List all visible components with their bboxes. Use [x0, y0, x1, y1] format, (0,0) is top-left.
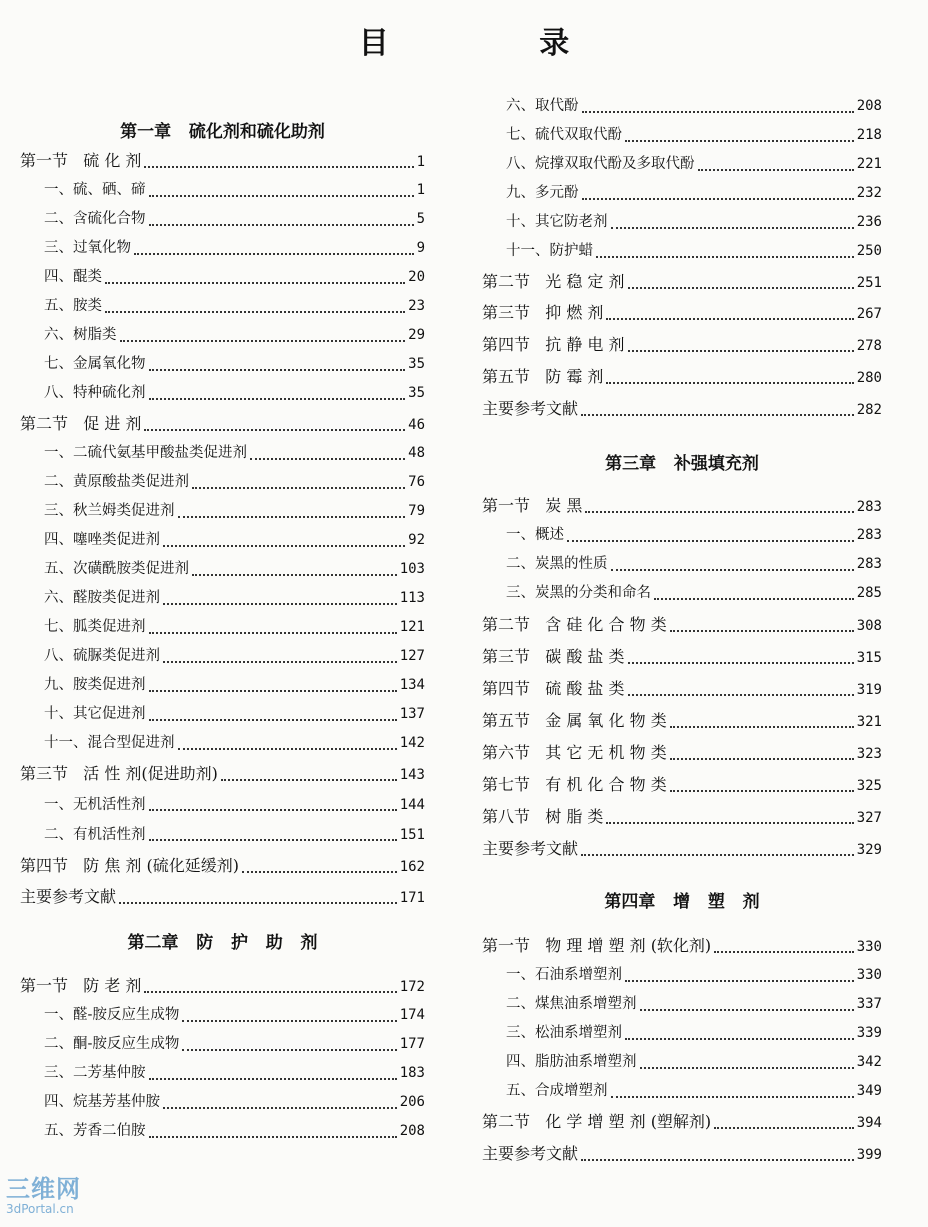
dot-leader [611, 554, 854, 571]
dot-leader [581, 838, 854, 856]
entry-title: 七、硫代双取代酚 [506, 127, 622, 143]
dot-leader [670, 614, 854, 632]
dot-leader [625, 125, 854, 142]
entry-title: 八、硫脲类促进剂 [44, 648, 160, 664]
dot-leader [149, 1121, 397, 1138]
entry-title: 三、炭黑的分类和命名 [506, 585, 651, 601]
entry-title: 八、烷撑双取代酚及多取代酚 [506, 156, 695, 172]
toc-item [20, 468, 425, 497]
toc-item [482, 208, 882, 237]
toc-item [482, 990, 882, 1019]
page-number: 208 [856, 98, 882, 114]
page-number: 315 [856, 650, 882, 666]
entry-title: 第四节 抗 静 电 剂 [482, 335, 625, 354]
entry-title: 六、醛胺类促进剂 [44, 590, 160, 606]
dot-leader [606, 366, 853, 384]
dot-leader [163, 588, 397, 605]
dot-leader [192, 472, 405, 489]
page-number: 46 [408, 417, 425, 433]
toc-item [20, 263, 425, 292]
page-number: 218 [856, 127, 882, 143]
entry-title: 一、无机活性剂 [44, 797, 146, 813]
dot-leader [582, 96, 854, 113]
dot-leader [714, 1111, 854, 1129]
entry-title: 二、酮-胺反应生成物 [44, 1036, 180, 1052]
toc-section [482, 393, 882, 425]
toc-section [482, 361, 882, 393]
chapter-heading: 第一章 硫化剂和硫化助剂 [120, 122, 325, 142]
page-number: 330 [856, 967, 882, 983]
toc-section [482, 297, 882, 329]
page-number: 321 [856, 714, 882, 730]
dot-leader [250, 443, 405, 460]
dot-leader [640, 1052, 854, 1069]
page-number: 9 [416, 240, 425, 256]
page-number: 1 [416, 182, 425, 198]
page-number: 394 [856, 1115, 882, 1131]
entry-title: 九、胺类促进剂 [44, 677, 146, 693]
toc-section [482, 705, 882, 737]
entry-title: 十一、混合型促进剂 [44, 735, 175, 751]
page-number: 134 [399, 677, 425, 693]
chapter-heading: 第三章 补强填充剂 [605, 454, 759, 474]
page-number: 399 [856, 1147, 882, 1163]
entry-title: 一、硫、硒、碲 [44, 182, 146, 198]
page-number: 92 [408, 532, 425, 548]
entry-title: 二、含硫化合物 [44, 211, 146, 227]
dot-leader [163, 530, 405, 547]
toc-section [20, 850, 425, 881]
page-number: 232 [856, 185, 882, 201]
page-number: 319 [856, 682, 882, 698]
dot-leader [149, 180, 414, 197]
page-number: 127 [399, 648, 425, 664]
toc-section [20, 970, 425, 1001]
page-number: 143 [399, 767, 425, 783]
page-number: 48 [408, 445, 425, 461]
toc-item [20, 790, 425, 820]
toc-section [482, 1138, 882, 1170]
page-number: 103 [399, 561, 425, 577]
entry-title: 三、松油系增塑剂 [506, 1025, 622, 1041]
entry-title: 四、烷基芳基仲胺 [44, 1094, 160, 1110]
toc-section [482, 608, 882, 641]
chapter-heading: 第二章 防 护 助 剂 [127, 933, 318, 953]
dot-leader [149, 617, 397, 634]
dot-leader [149, 675, 397, 692]
page-number: 23 [408, 298, 425, 314]
entry-title: 第五节 防 霉 剂 [482, 367, 604, 386]
toc-section [482, 673, 882, 705]
toc-item [482, 521, 882, 550]
entry-title: 五、胺类 [44, 298, 102, 314]
entry-title: 二、炭黑的性质 [506, 556, 608, 572]
entry-title: 九、多元酚 [506, 185, 579, 201]
dot-leader [625, 965, 854, 982]
entry-title: 二、有机活性剂 [44, 827, 146, 843]
dot-leader [144, 975, 396, 993]
entry-title: 四、醌类 [44, 269, 102, 285]
page-number: 144 [399, 797, 425, 813]
dot-leader [640, 994, 854, 1011]
dot-leader [606, 302, 853, 320]
entry-title: 第六节 其 它 无 机 物 类 [482, 743, 667, 762]
dot-leader [144, 150, 413, 168]
toc-item [20, 526, 425, 555]
page-number: 325 [856, 778, 882, 794]
dot-leader [567, 525, 854, 542]
watermark-logo: 三维网 [6, 1175, 81, 1203]
dot-leader [178, 501, 406, 518]
toc-section [482, 329, 882, 361]
toc-section [482, 801, 882, 833]
page-number: 283 [856, 499, 882, 515]
page-number: 206 [399, 1094, 425, 1110]
page-number: 162 [399, 859, 425, 875]
dot-leader [163, 646, 397, 663]
entry-title: 第二节 光 稳 定 剂 [482, 272, 625, 291]
dot-leader [182, 1034, 396, 1051]
entry-title: 第一节 防 老 剂 [20, 976, 142, 995]
page-number: 35 [408, 385, 425, 401]
dot-leader [625, 1023, 854, 1040]
dot-leader [611, 212, 854, 229]
entry-title: 第四节 硫 酸 盐 类 [482, 679, 625, 698]
toc-item [20, 671, 425, 700]
dot-leader [178, 733, 397, 750]
entry-title: 一、醛-胺反应生成物 [44, 1007, 180, 1023]
dot-leader [105, 296, 405, 313]
page-number: 349 [856, 1083, 882, 1099]
entry-title: 第三节 活 性 剂(促进助剂) [20, 764, 218, 783]
page-number: 250 [856, 243, 882, 259]
page-number: 35 [408, 356, 425, 372]
entry-title: 一、石油系增塑剂 [506, 967, 622, 983]
page-number: 113 [399, 590, 425, 606]
entry-title: 一、概述 [506, 527, 564, 543]
toc-section [482, 266, 882, 297]
toc-item [20, 1088, 425, 1117]
dot-leader [581, 398, 854, 416]
toc-item [482, 579, 882, 608]
dot-leader [670, 774, 854, 792]
toc-item [20, 642, 425, 671]
dot-leader [611, 1081, 854, 1098]
page-number: 285 [856, 585, 882, 601]
entry-title: 三、过氧化物 [44, 240, 131, 256]
entry-title: 主要参考文献 [20, 887, 117, 906]
page-number: 137 [399, 706, 425, 722]
entry-title: 第三节 抑 燃 剂 [482, 303, 604, 322]
toc-section [20, 408, 425, 439]
page-number: 20 [408, 269, 425, 285]
entry-title: 第七节 有 机 化 合 物 类 [482, 775, 667, 794]
toc-section [482, 641, 882, 673]
page-number: 342 [856, 1054, 882, 1070]
dot-leader [581, 1143, 854, 1161]
toc-item [20, 700, 425, 729]
entry-title: 五、芳香二伯胺 [44, 1123, 146, 1139]
toc-item [482, 150, 882, 179]
dot-leader [192, 559, 397, 576]
dot-leader [654, 583, 854, 600]
page-number: 171 [399, 890, 425, 906]
dot-leader [714, 935, 854, 953]
page-number: 79 [408, 503, 425, 519]
entry-title: 主要参考文献 [482, 1144, 579, 1163]
toc-section [482, 769, 882, 801]
dot-leader [149, 795, 397, 812]
toc-section [20, 881, 425, 912]
entry-title: 第五节 金 属 氧 化 物 类 [482, 711, 667, 730]
entry-title: 第三节 碳 酸 盐 类 [482, 647, 625, 666]
toc-right-column [482, 92, 882, 1170]
toc-item [20, 497, 425, 526]
page-number: 142 [399, 735, 425, 751]
dot-leader [120, 325, 406, 342]
page-number: 221 [856, 156, 882, 172]
page-number: 283 [856, 527, 882, 543]
toc-item [20, 820, 425, 850]
entry-title: 十、其它防老剂 [506, 214, 608, 230]
dot-leader [606, 806, 853, 824]
dot-leader [144, 413, 405, 431]
dot-leader [163, 1092, 397, 1109]
entry-title: 八、特种硫化剂 [44, 385, 146, 401]
entry-title: 一、二硫代氨基甲酸盐类促进剂 [44, 445, 247, 461]
dot-leader [149, 209, 414, 226]
dot-leader [628, 271, 854, 289]
entry-title: 五、合成增塑剂 [506, 1083, 608, 1099]
toc-item [482, 121, 882, 150]
entry-title: 四、噻唑类促进剂 [44, 532, 160, 548]
page-number: 177 [399, 1036, 425, 1052]
page-number: 29 [408, 327, 425, 343]
page-number: 339 [856, 1025, 882, 1041]
toc-item [20, 613, 425, 642]
entry-title: 第一节 硫 化 剂 [20, 151, 142, 170]
toc-left-column [20, 112, 425, 1146]
page-number: 330 [856, 939, 882, 955]
page-number: 236 [856, 214, 882, 230]
entry-title: 三、二芳基仲胺 [44, 1065, 146, 1081]
dot-leader [105, 267, 405, 284]
page-number: 308 [856, 618, 882, 634]
dot-leader [242, 855, 397, 873]
toc-item [482, 550, 882, 579]
dot-leader [596, 241, 854, 258]
entry-title: 第八节 树 脂 类 [482, 807, 604, 826]
toc-section [482, 931, 882, 961]
entry-title: 主要参考文献 [482, 399, 579, 418]
dot-leader [149, 825, 397, 842]
toc-section [20, 146, 425, 176]
dot-leader [585, 495, 853, 513]
entry-title: 六、树脂类 [44, 327, 117, 343]
toc-item [20, 1030, 425, 1059]
page-number: 208 [399, 1123, 425, 1139]
dot-leader [670, 742, 854, 760]
entry-title: 三、秋兰姆类促进剂 [44, 503, 175, 519]
toc-section [20, 758, 425, 790]
entry-title: 第一节 炭 黑 [482, 496, 583, 515]
toc-section [482, 833, 882, 865]
entry-title: 二、黄原酸盐类促进剂 [44, 474, 189, 490]
toc-item [20, 321, 425, 350]
dot-leader [628, 678, 854, 696]
entry-title: 第二节 含 硅 化 合 物 类 [482, 615, 667, 634]
dot-leader [670, 710, 854, 728]
toc-item [20, 292, 425, 321]
toc-section [482, 1106, 882, 1138]
entry-title: 二、煤焦油系增塑剂 [506, 996, 637, 1012]
page-number: 1 [416, 154, 425, 170]
dot-leader [628, 334, 854, 352]
page-number: 278 [856, 338, 882, 354]
toc-item [482, 1048, 882, 1077]
page-number: 283 [856, 556, 882, 572]
page-number: 5 [416, 211, 425, 227]
watermark [6, 1176, 81, 1216]
toc-item [482, 1077, 882, 1106]
toc-item [20, 234, 425, 263]
dot-leader [134, 238, 414, 255]
dot-leader [149, 1063, 397, 1080]
toc-item [20, 1059, 425, 1088]
toc-item [20, 555, 425, 584]
toc-item [20, 729, 425, 758]
page-number: 121 [399, 619, 425, 635]
page-number: 323 [856, 746, 882, 762]
entry-title: 十、其它促进剂 [44, 706, 146, 722]
page-number: 267 [856, 306, 882, 322]
entry-title: 四、脂肪油系增塑剂 [506, 1054, 637, 1070]
page-number: 151 [399, 827, 425, 843]
toc-item [482, 961, 882, 990]
page-number: 329 [856, 842, 882, 858]
toc-item [20, 350, 425, 379]
dot-leader [149, 354, 406, 371]
entry-title: 十一、防护蜡 [506, 243, 593, 259]
page-number: 174 [399, 1007, 425, 1023]
dot-leader [182, 1005, 396, 1022]
dot-leader [628, 646, 854, 664]
entry-title: 六、取代酚 [506, 98, 579, 114]
page-title: 目 录 [358, 26, 640, 61]
watermark-url: 3dPortal.cn [6, 1202, 74, 1216]
page-number: 337 [856, 996, 882, 1012]
entry-title: 第二节 化 学 增 塑 剂 (塑解剂) [482, 1112, 712, 1131]
page-number: 76 [408, 474, 425, 490]
toc-item [482, 1019, 882, 1048]
toc-item [482, 237, 882, 266]
dot-leader [221, 763, 397, 781]
page-number: 172 [399, 979, 425, 995]
dot-leader [698, 154, 854, 171]
entry-title: 主要参考文献 [482, 839, 579, 858]
dot-leader [149, 704, 397, 721]
page-number: 327 [856, 810, 882, 826]
page-number: 280 [856, 370, 882, 386]
dot-leader [119, 886, 397, 904]
toc-section [482, 491, 882, 521]
entry-title: 第一节 物 理 增 塑 剂 (软化剂) [482, 936, 712, 955]
toc-section [482, 737, 882, 769]
entry-title: 五、次磺酰胺类促进剂 [44, 561, 189, 577]
toc-item [482, 179, 882, 208]
toc-item [20, 1001, 425, 1030]
chapter-heading: 第四章 增 塑 剂 [604, 892, 760, 912]
toc-item [20, 205, 425, 234]
entry-title: 第四节 防 焦 剂 (硫化延缓剂) [20, 856, 240, 875]
dot-leader [582, 183, 854, 200]
toc-item [20, 379, 425, 408]
toc-item [482, 92, 882, 121]
page-number: 183 [399, 1065, 425, 1081]
toc-item [20, 176, 425, 205]
page-number: 282 [856, 402, 882, 418]
entry-title: 七、胍类促进剂 [44, 619, 146, 635]
entry-title: 第二节 促 进 剂 [20, 414, 142, 433]
entry-title: 七、金属氧化物 [44, 356, 146, 372]
toc-item [20, 439, 425, 468]
dot-leader [149, 383, 406, 400]
page-number: 251 [856, 275, 882, 291]
toc-item [20, 1117, 425, 1146]
toc-item [20, 584, 425, 613]
